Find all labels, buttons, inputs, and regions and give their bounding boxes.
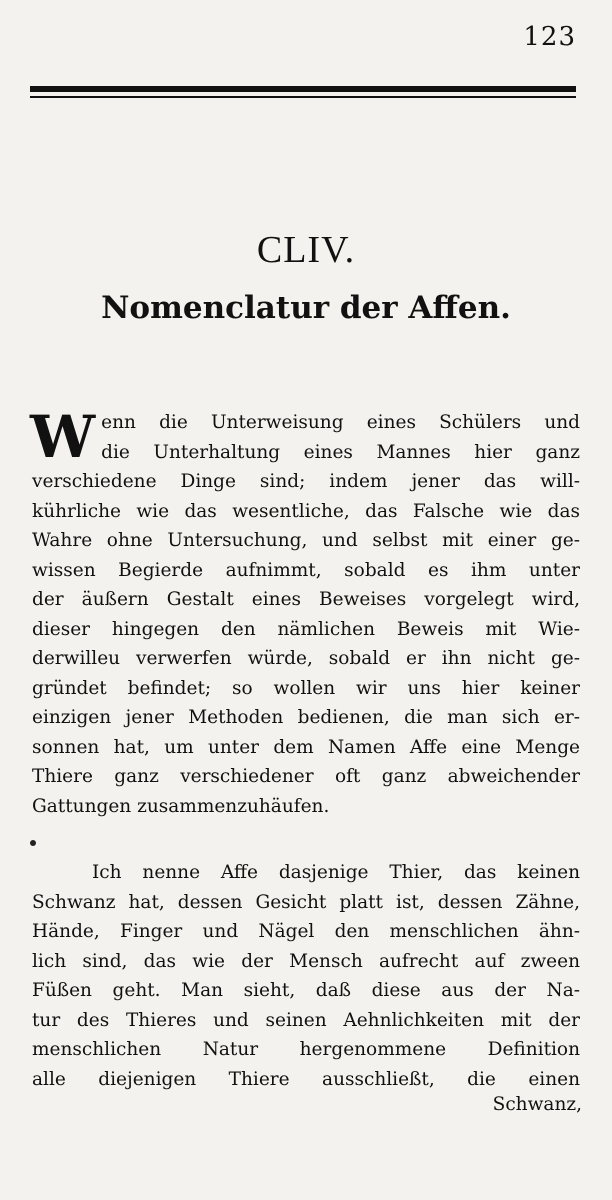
paragraph-1 <box>30 403 580 821</box>
chapter-title: Nomenclatur der Affen. <box>101 290 511 326</box>
text-line: Schwanz hat, dessen Gesicht platt ist, dessen Zähne, <box>32 891 580 913</box>
chapter-number: CLIV. <box>256 229 356 271</box>
text-line: kührliche wie das wesentliche, das Falsche wie das <box>32 500 580 522</box>
text-line: Ich nenne Affe dasjenige Thier, das keinen <box>92 862 580 883</box>
catchword: Schwanz, <box>492 1094 582 1115</box>
text-line: Wahre ohne Untersuchung, und selbst mit einer ge- <box>32 530 580 551</box>
text-line: derwilleu verwerfen würde, sobald er ihn nicht ge- <box>32 648 580 669</box>
text-line: der äußern Gestalt eines Beweises vorgelegt wird, <box>32 589 580 610</box>
drop-cap: W <box>30 403 96 471</box>
text-line: Thiere ganz verschiedener oft ganz abweichender <box>32 766 580 787</box>
text-line: Füßen geht. Man sieht, daß diese aus der Na- <box>32 980 580 1001</box>
text-line: dieser hingegen den nämlichen Beweis mit Wie- <box>32 618 580 640</box>
text-line: wissen Begierde aufnimmt, sobald es ihm unter <box>32 559 580 581</box>
text-line: einzigen jener Methoden bedienen, die man sich er- <box>32 707 580 728</box>
text-line: enn die Unterweisung eines Schülers und <box>101 412 580 433</box>
text-line: Hände, Finger und Nägel den menschlichen ähn- <box>32 921 580 942</box>
text-line: Gattungen zusammenzuhäufen. <box>32 795 330 817</box>
text-line: menschlichen Natur hergenommene Definition <box>32 1039 580 1060</box>
text-line: tur des Thieres und seinen Aehnlichkeiten mit der <box>32 1009 580 1031</box>
text-line: die Unterhaltung eines Mannes hier ganz <box>101 441 580 463</box>
text-line: gründet befindet; so wollen wir uns hier keiner <box>32 677 580 699</box>
text-line: lich sind, das wie der Mensch aufrecht auf zween <box>32 950 580 972</box>
page-number: 123 <box>523 22 576 52</box>
paragraph-2 <box>32 858 580 1094</box>
text-line: sonnen hat, um unter dem Namen Affe eine Menge <box>32 736 580 758</box>
header-rule-thick <box>30 86 576 92</box>
text-line: alle diejenigen Thiere ausschließt, die einen <box>32 1068 580 1090</box>
header-rule-thin <box>30 96 576 98</box>
ink-speck <box>30 840 36 846</box>
text-line: verschiedene Dinge sind; indem jener das will- <box>32 471 580 492</box>
